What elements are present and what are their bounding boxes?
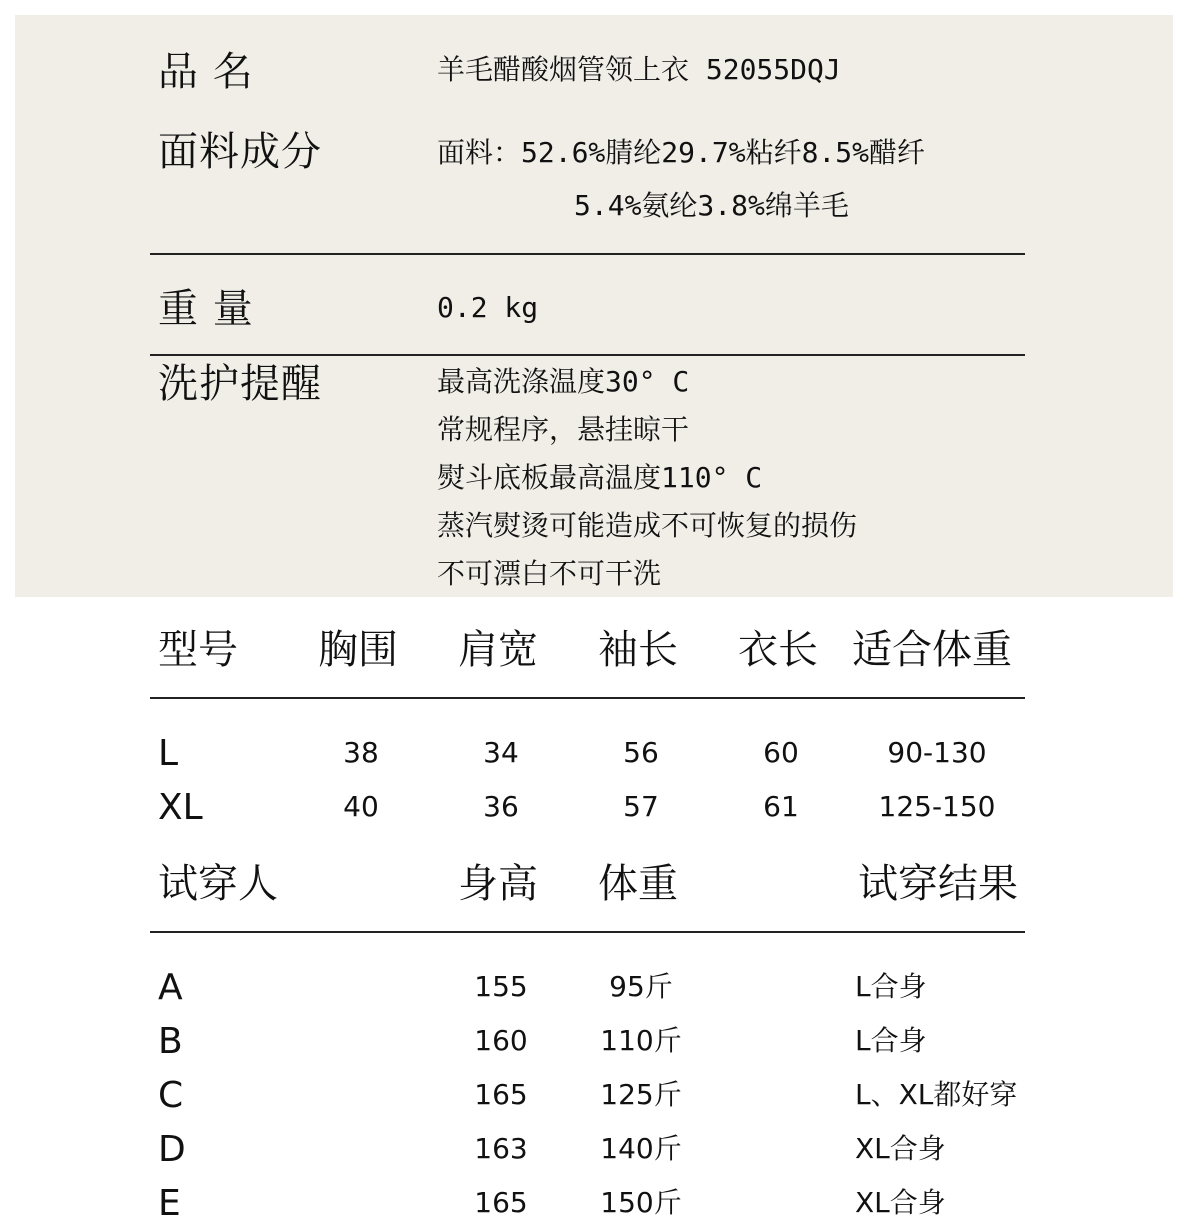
fit-cell: L、XL都好穿 — [855, 1078, 1018, 1111]
weight-value: 0.2 kg — [437, 291, 539, 324]
fit-row-person: B — [158, 1021, 183, 1062]
size-header-weight: 适合体重 — [852, 627, 1012, 673]
product-name-label: 品 名 — [158, 49, 254, 95]
size-cell: 60 — [763, 736, 799, 769]
size-cell: 90-130 — [887, 736, 987, 769]
fit-cell: 160 — [474, 1024, 528, 1057]
size-header-shoulder: 肩宽 — [458, 627, 538, 673]
size-cell: 61 — [763, 790, 799, 823]
fit-cell: L合身 — [855, 1024, 927, 1057]
size-cell: 36 — [483, 790, 519, 823]
care-line: 最高洗涤温度30° C — [437, 365, 690, 398]
size-header-length: 衣长 — [738, 627, 818, 673]
fit-header-weight: 体重 — [598, 861, 678, 907]
size-header-model: 型号 — [158, 627, 238, 673]
size-cell: 57 — [623, 790, 659, 823]
size-cell: 40 — [343, 790, 379, 823]
care-label: 洗护提醒 — [158, 361, 322, 407]
fabric-label: 面料成分 — [158, 129, 322, 175]
fit-cell: 155 — [474, 970, 528, 1003]
size-header-sleeve: 袖长 — [598, 627, 678, 673]
fit-cell: XL合身 — [855, 1132, 946, 1165]
divider — [150, 354, 1025, 356]
care-line: 蒸汽熨烫可能造成不可恢复的损伤 — [437, 509, 858, 542]
size-cell: 125-150 — [878, 790, 996, 823]
product-name-value: 羊毛醋酸烟管领上衣 52055DQJ — [437, 53, 841, 86]
weight-label: 重 量 — [158, 286, 254, 332]
care-line: 常规程序，悬挂晾干 — [437, 413, 690, 446]
fit-row-person: D — [158, 1129, 186, 1170]
divider — [150, 253, 1025, 255]
fit-cell: 165 — [474, 1078, 528, 1111]
fit-row-person: E — [158, 1183, 181, 1224]
size-cell: 56 — [623, 736, 659, 769]
fit-cell: 163 — [474, 1132, 528, 1165]
fit-header-person: 试穿人 — [158, 861, 278, 907]
fit-header-result: 试穿结果 — [858, 861, 1018, 907]
size-header-chest: 胸围 — [318, 627, 398, 673]
fit-header-height: 身高 — [458, 861, 538, 907]
size-row-model: XL — [158, 787, 203, 828]
fit-row-person: C — [158, 1075, 184, 1116]
fit-cell: 95斤 — [609, 970, 673, 1003]
fit-cell: L合身 — [855, 970, 927, 1003]
fit-cell: 165 — [474, 1186, 528, 1219]
care-line: 熨斗底板最高温度110° C — [437, 461, 763, 494]
fit-cell: 150斤 — [600, 1186, 682, 1219]
divider — [150, 697, 1025, 699]
fit-cell: XL合身 — [855, 1186, 946, 1219]
fit-cell: 125斤 — [600, 1078, 682, 1111]
size-cell: 34 — [483, 736, 519, 769]
fabric-line-1: 面料：52.6%腈纶29.7%粘纤8.5%醋纤 — [437, 136, 926, 169]
fit-row-person: A — [158, 967, 183, 1008]
size-row-model: L — [158, 733, 179, 774]
fit-cell: 140斤 — [600, 1132, 682, 1165]
fabric-line-2: 5.4%氨纶3.8%绵羊毛 — [574, 189, 849, 222]
size-cell: 38 — [343, 736, 379, 769]
care-line: 不可漂白不可干洗 — [437, 557, 662, 590]
fit-cell: 110斤 — [600, 1024, 682, 1057]
divider — [150, 931, 1025, 933]
